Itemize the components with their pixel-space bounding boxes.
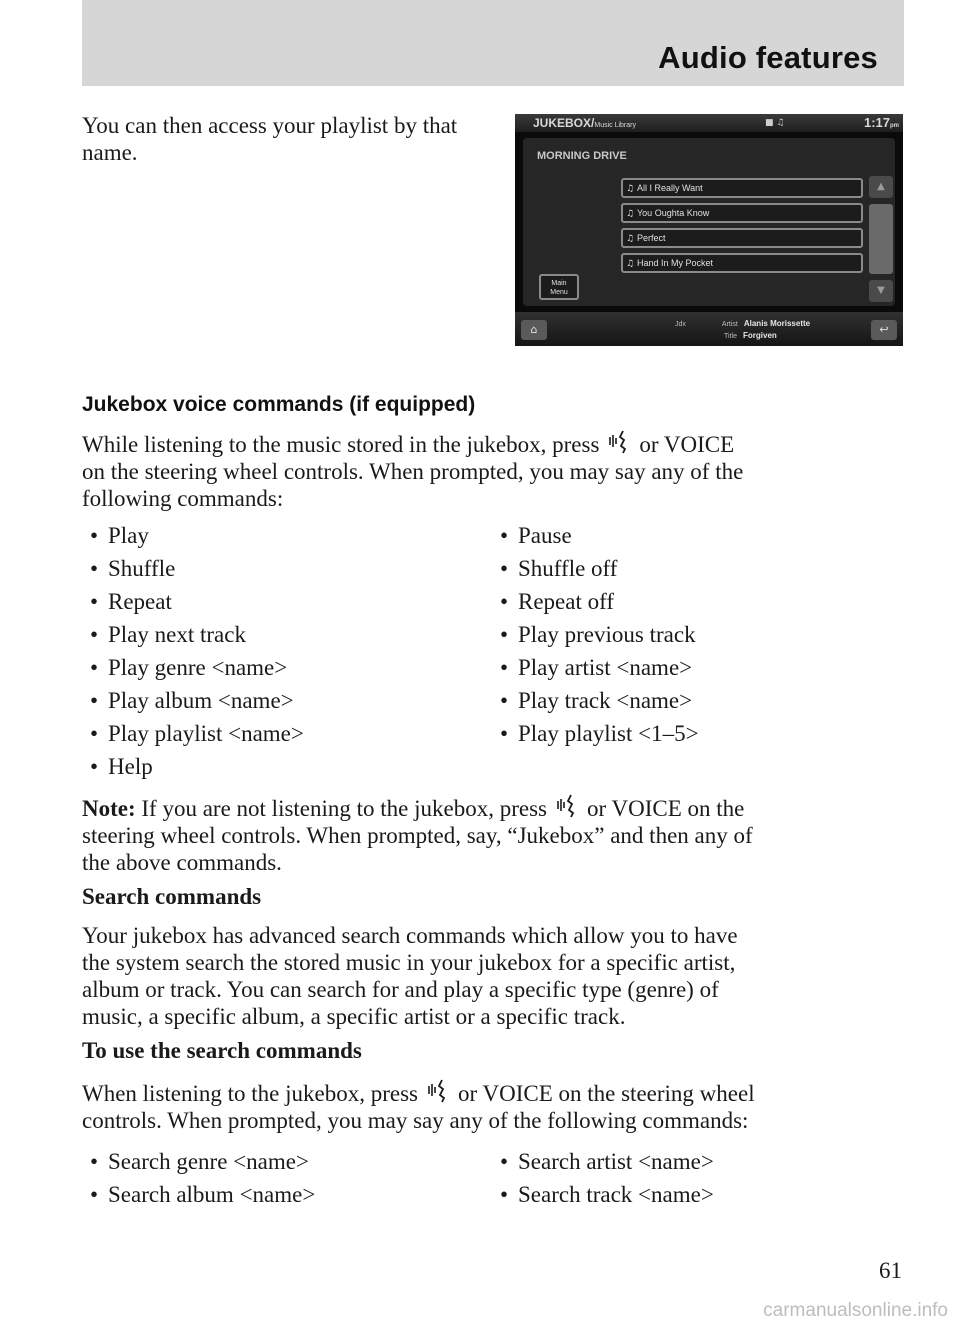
list-item: • Play previous track [500, 622, 696, 647]
list-item: • Play artist <name> [500, 655, 693, 680]
use-search-heading: To use the search commands [82, 1038, 362, 1063]
main-menu-button[interactable]: Main Menu [539, 274, 579, 300]
list-item: • Play album <name> [90, 688, 294, 713]
list-item: • Search artist <name> [500, 1149, 714, 1174]
list-item: • Play playlist <name> [90, 721, 304, 746]
watermark: carmanualsonline.info [763, 1300, 948, 1321]
use-search-paragraph: When listening to the jukebox, press or VOICE on the steering wheel controls. When prompted, you may say any of the following commands: [82, 1077, 904, 1134]
list-item: • Help [90, 754, 153, 779]
header-band [82, 0, 904, 86]
list-item: • Play track <name> [500, 688, 693, 713]
list-item: • Play playlist <1–5> [500, 721, 699, 746]
scrollbar[interactable] [869, 176, 893, 302]
screen-clock: 1:17pm [863, 115, 899, 130]
track-item[interactable]: ♫ All I Really Want [621, 178, 863, 198]
section-title: Audio features [658, 40, 878, 75]
voice-command-list [82, 522, 904, 786]
voice-command-icon [599, 428, 639, 452]
list-item: • Repeat off [500, 589, 615, 614]
home-icon[interactable]: ⌂ [521, 320, 547, 340]
list-item: • Search track <name> [500, 1182, 714, 1207]
search-command-list [82, 1148, 904, 1214]
list-item: • Shuffle off [500, 556, 618, 581]
section-heading: Jukebox voice commands (if equipped) [82, 393, 476, 416]
search-paragraph: Your jukebox has advanced search commands which allow you to have the system search the stored music in your jukebox for a specific artist, album or track. You can search for and play a specific type (genre) of music, a specific album, a specific artist or a specific track. [82, 923, 738, 1029]
note-paragraph: Note: If you are not listening to the jukebox, press or VOICE on the steering wheel controls. When prompted, say, “Jukebox” and then any of the above commands. [82, 792, 904, 876]
track-item[interactable]: ♫ Perfect [621, 228, 863, 248]
page-number: 61 [879, 1258, 902, 1283]
music-note-icon: ♫ [625, 184, 635, 194]
intro-text: You can then access your playlist by that name. [82, 113, 458, 165]
status-icons: ■ ♫ [765, 118, 785, 128]
music-note-icon: ♫ [625, 209, 635, 219]
list-item: • Play next track [90, 622, 246, 647]
list-item: • Pause [500, 523, 572, 548]
arrow-down-icon[interactable]: ▼ [869, 280, 893, 302]
playlist-name: MORNING DRIVE [537, 150, 627, 162]
track-item[interactable]: ♫ Hand In My Pocket [621, 253, 863, 273]
music-note-icon: ♫ [625, 234, 635, 244]
arrow-up-icon[interactable]: ▲ [869, 176, 893, 198]
search-heading: Search commands [82, 884, 262, 909]
screen-title: JUKEBOX/Music Library [533, 116, 636, 130]
list-item: • Repeat [90, 589, 172, 614]
back-icon[interactable]: ↩ [871, 320, 897, 340]
voice-command-icon [547, 792, 587, 816]
voice-command-icon [418, 1077, 458, 1101]
track-item[interactable]: ♫ You Oughta Know [621, 203, 863, 223]
list-item: • Shuffle [90, 556, 176, 581]
now-playing-info: Jdx Artist Alanis Morissette Title Forgiven [675, 319, 811, 340]
list-item: • Search album <name> [90, 1182, 316, 1207]
jukebox-screen-image [515, 114, 903, 346]
list-item: • Play [90, 523, 149, 548]
music-note-icon: ♫ [625, 259, 635, 269]
list-item: • Search genre <name> [90, 1149, 309, 1174]
list-item: • Play genre <name> [90, 655, 288, 680]
voice-intro-paragraph: While listening to the music stored in the jukebox, press or VOICE on the steering wheel controls. When prompted, you may say any of the following commands: [82, 428, 904, 512]
scroll-thumb[interactable] [869, 204, 893, 274]
